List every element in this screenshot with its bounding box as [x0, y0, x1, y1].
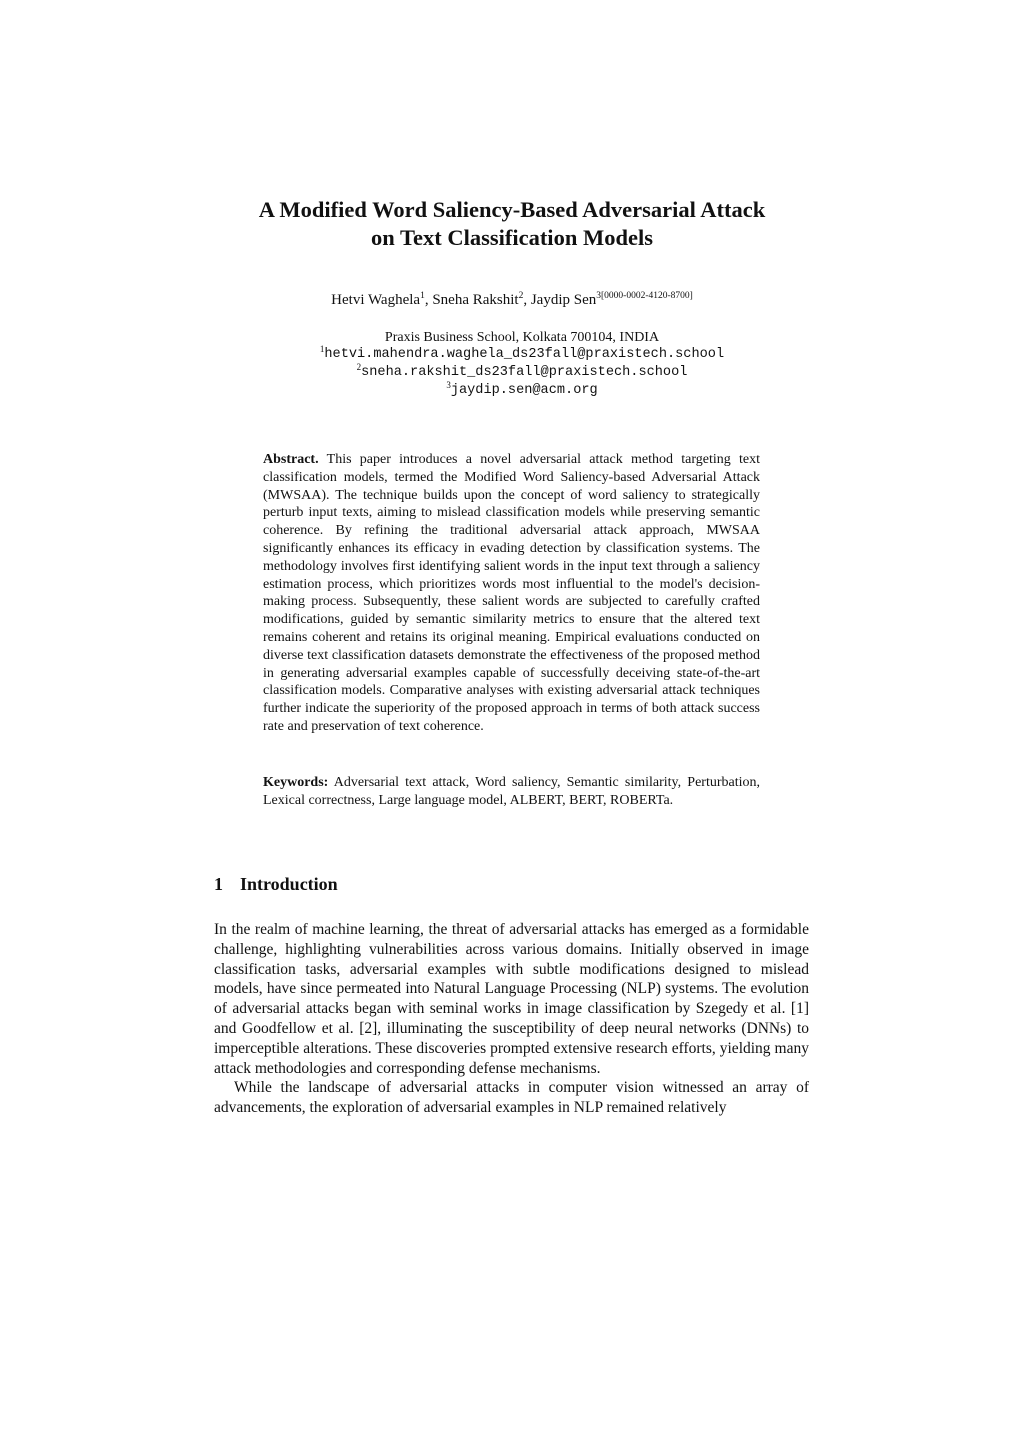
- abstract-text: This paper introduces a novel adversarial attack method targeting text classification models, termed the Modified Word Saliency-based Adversarial Attack (MWSAA). The technique builds upon the concept of word saliency to strategically perturb input texts, aiming to mislead classification models while preserving semantic coherence. By refining the traditional adversarial attack approach, MWSAA significantly enhances its efficacy in evading detection by classification systems. The methodology involves first identifying salient words in the input text through a saliency estimation process, which prioritizes words most influential to the model's decision-making process. Subsequently, these salient words are subjected to carefully crafted modifications, guided by semantic similarity metrics to ensure that the altered text remains coherent and retains its original meaning. Empirical evaluations conducted on diverse text classification datasets demonstrate the effectiveness of the proposed method in generating adversarial examples capable of successfully deceiving state-of-the-art classification models. Comparative analyses with existing adversarial attack techniques further indicate the superiority of the proposed approach in terms of both attack success rate and preservation of text coherence.: [263, 452, 761, 734]
- author-list: [0, 290, 1024, 310]
- author-separator: ,: [523, 292, 531, 308]
- paper-title-line-2: on Text Classification Models: [371, 225, 653, 250]
- paragraph: In the realm of machine learning, the threat of adversarial attacks has emerged as a formidable challenge, highlighting vulnerabilities across various domains. Initially observed in image classification tasks, adversarial examples with subtle modifications designed to mislead models, have since permeated into Natural Language Processing (NLP) systems. The evolution of adversarial attacks began with seminal works in image classification by Szegedy et al. [1] and Goodfellow et al. [2], illuminating the susceptibility of deep neural networks (DNNs) to imperceptible alterations. These discoveries prompted extensive research efforts, yielding many attack methodologies and corresponding defense mechanisms.: [214, 921, 809, 1077]
- author-separator: ,: [424, 292, 433, 308]
- email-marker: 2: [356, 362, 362, 372]
- affiliation: Praxis Business School, Kolkata 700104, INDIA: [384, 330, 660, 345]
- email-list: [0, 346, 1024, 400]
- email-marker: 3: [446, 380, 451, 390]
- email-marker: 1: [319, 344, 325, 354]
- email-address[interactable]: hetvi.mahendra.waghela_ds23fall@praxistech.school: [324, 347, 725, 362]
- email-line: [0, 346, 1024, 364]
- author-orcid-marker: 3[0000-0002-4120-8700]: [596, 291, 693, 301]
- paper-title: [0, 196, 1024, 252]
- abstract: [263, 451, 760, 736]
- keywords-text: Adversarial text attack, Word saliency, Semantic similarity, Perturbation, Lexical correctness, Large language model, ALBERT, BERT, ROBERTa.: [263, 775, 760, 808]
- section-number: 1: [214, 874, 223, 894]
- section-heading-introduction: [214, 873, 338, 895]
- paragraph: While the landscape of adversarial attacks in computer vision witnessed an array of advancements, the exploration of adversarial examples in NLP remained relatively: [214, 1079, 809, 1117]
- email-address[interactable]: jaydip.sen@acm.org: [450, 383, 598, 398]
- author-name: Jaydip Sen: [530, 292, 597, 308]
- email-line: [0, 382, 1024, 400]
- abstract-label: Abstract.: [263, 452, 319, 467]
- email-line: [0, 364, 1024, 382]
- paper-title-line-1: A Modified Word Saliency-Based Adversarial Attack: [258, 197, 766, 222]
- keywords-label: Keywords:: [263, 775, 329, 790]
- keywords: [263, 774, 760, 810]
- author-affiliation-marker: 1: [420, 291, 425, 301]
- email-address[interactable]: sneha.rakshit_ds23fall@praxistech.school: [361, 365, 688, 380]
- introduction-body: [214, 920, 809, 1118]
- author-affiliation-marker: 2: [518, 291, 524, 301]
- author-name: Hetvi Waghela: [331, 292, 421, 308]
- author-name: Sneha Rakshit: [432, 292, 519, 308]
- section-title: Introduction: [240, 874, 338, 894]
